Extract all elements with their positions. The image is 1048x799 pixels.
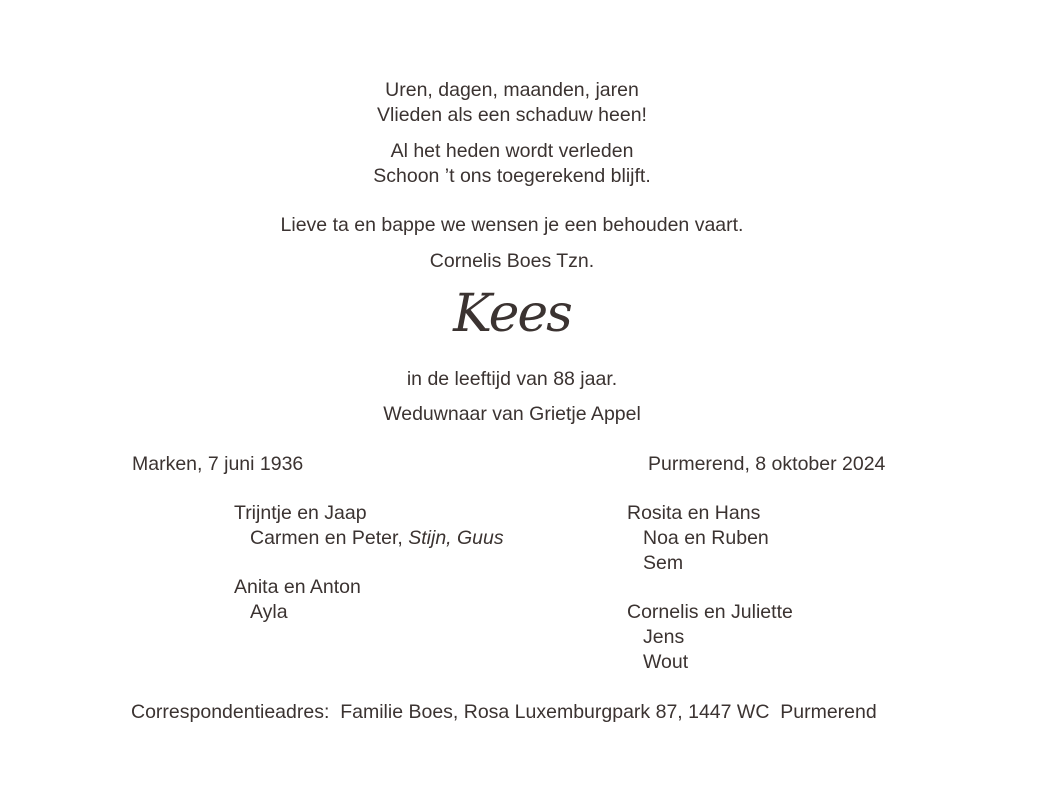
poem-line-3: Al het heden wordt verleden bbox=[390, 140, 634, 162]
family-list-right bbox=[627, 501, 793, 675]
family-child: Wout bbox=[643, 651, 689, 673]
grandchildren-names: Stijn, Guus bbox=[408, 527, 504, 549]
age-text: in de leeftijd van 88 jaar. bbox=[406, 368, 618, 390]
children-names: Carmen en Peter, bbox=[250, 527, 409, 549]
family-children bbox=[234, 526, 504, 551]
farewell-text: Lieve ta en bappe we wensen je een behouden vaart. bbox=[280, 214, 744, 236]
poem-line-4: Schoon ’t ons toegerekend blijft. bbox=[373, 165, 651, 187]
full-name: Cornelis Boes Tzn. bbox=[429, 250, 595, 272]
family-list-left bbox=[234, 501, 504, 625]
family-parents: Anita en Anton bbox=[234, 576, 361, 598]
family-child: Noa en Ruben bbox=[643, 527, 769, 549]
birth-place-date: Marken, 7 juni 1936 bbox=[132, 453, 304, 475]
poem-line-1: Uren, dagen, maanden, jaren bbox=[385, 79, 639, 101]
family-child: Ayla bbox=[250, 601, 288, 623]
family-parents: Trijntje en Jaap bbox=[234, 502, 367, 524]
family-parents: Rosita en Hans bbox=[627, 502, 761, 524]
family-child: Sem bbox=[643, 552, 684, 574]
widower-text: Weduwnaar van Grietje Appel bbox=[383, 403, 641, 425]
call-name-script: Kees bbox=[453, 284, 571, 344]
death-place-date: Purmerend, 8 oktober 2024 bbox=[648, 453, 886, 475]
family-parents: Cornelis en Juliette bbox=[627, 601, 793, 623]
correspondence-address: Correspondentieadres: Familie Boes, Rosa Luxemburgpark 87, 1447 WC Purmerend bbox=[131, 701, 877, 723]
family-child: Jens bbox=[643, 626, 685, 648]
poem-line-2: Vlieden als een schaduw heen! bbox=[377, 104, 647, 126]
